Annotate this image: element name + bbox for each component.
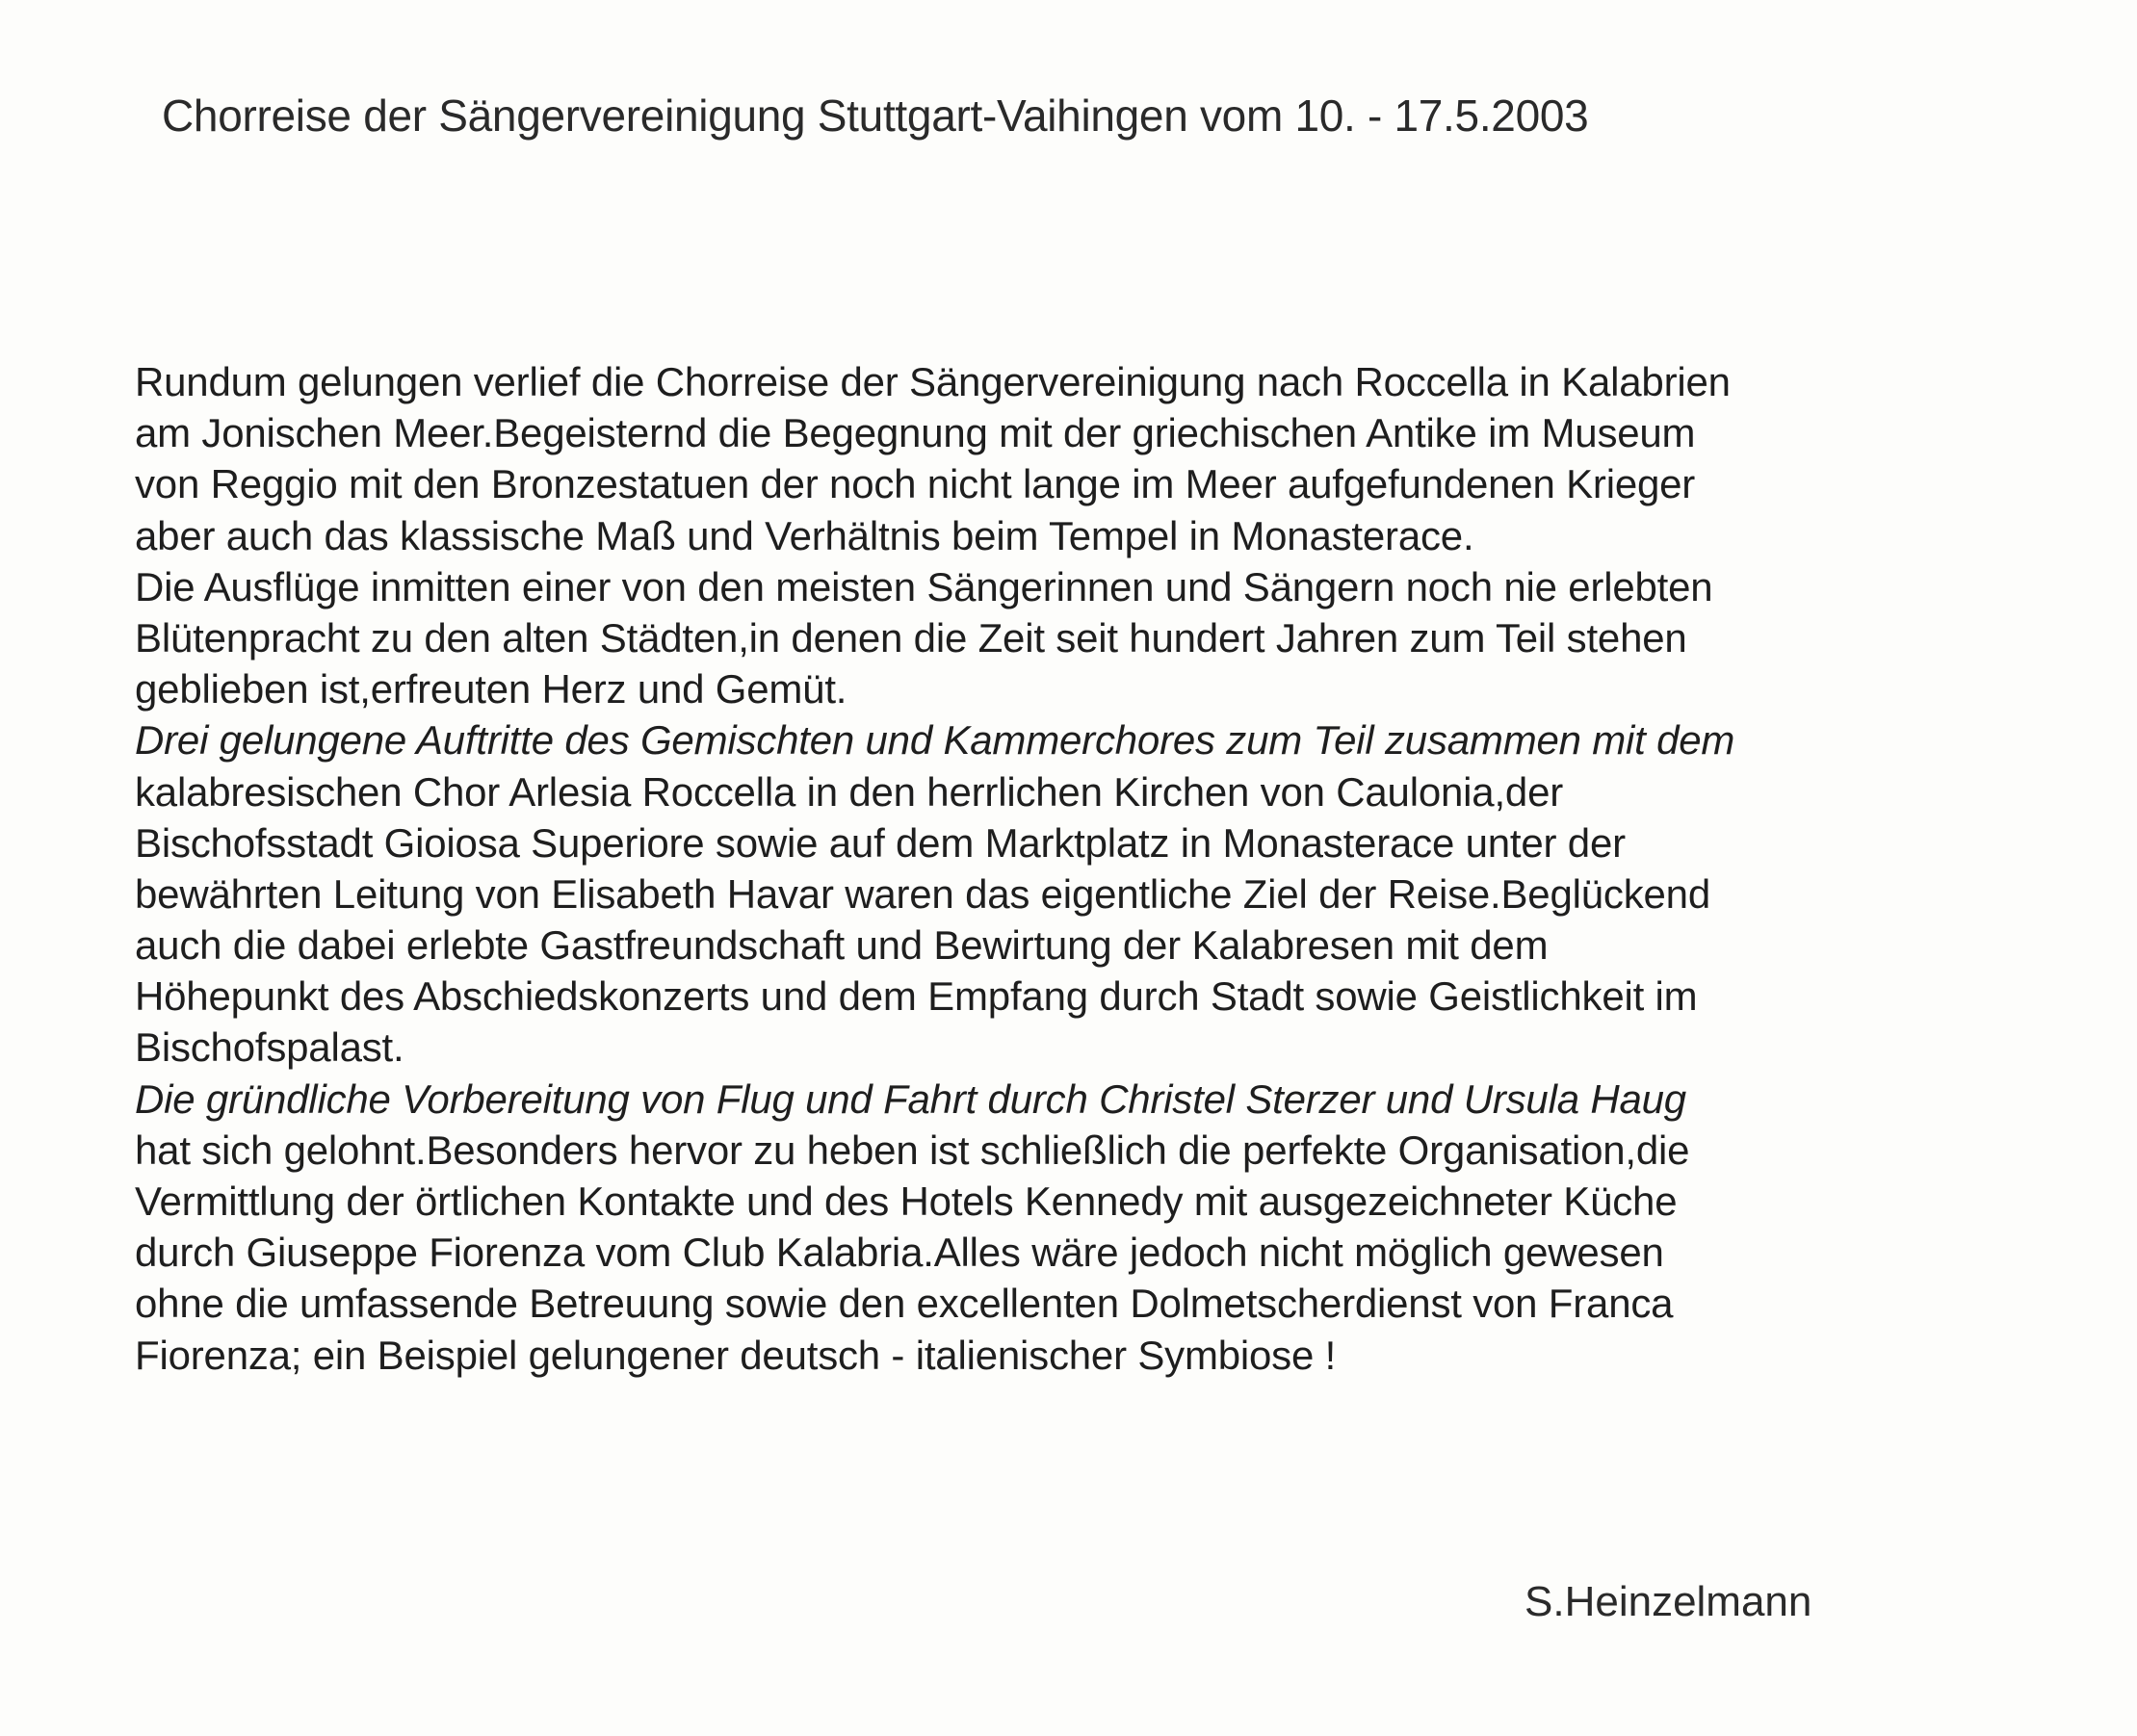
text-line: Blütenpracht zu den alten Städten,in denen die Zeit seit hundert Jahren zum Teil stehen bbox=[135, 614, 1687, 661]
text-line: Die Ausflüge inmitten einer von den meisten Sängerinnen und Sängern noch nie erlebten bbox=[135, 563, 1713, 609]
text-line: ohne die umfassende Betreuung sowie den excellenten Dolmetscherdienst von Franca bbox=[135, 1281, 1674, 1327]
text-line: Die gründliche Vorbereitung von Flug und Fahrt durch Christel Sterzer und Ursula Haug bbox=[135, 1075, 1686, 1122]
body-text bbox=[135, 356, 2080, 1381]
text-line: hat sich gelohnt.Besonders hervor zu heben ist schließlich die perfekte Organisation,die bbox=[135, 1127, 1690, 1173]
text-line: geblieben ist,erfreuten Herz und Gemüt. bbox=[135, 666, 847, 713]
text-line: bewährten Leitung von Elisabeth Havar waren das eigentliche Ziel der Reise.Beglückend bbox=[135, 870, 1710, 917]
text-line: durch Giuseppe Fiorenza vom Club Kalabria.Alles wäre jedoch nicht möglich gewesen bbox=[135, 1230, 1664, 1276]
text-line: auch die dabei erlebte Gastfreundschaft und Bewirtung der Kalabresen mit dem bbox=[135, 922, 1549, 969]
signature: S.Heinzelmann bbox=[1525, 1578, 1812, 1625]
text-line: Fiorenza; ein Beispiel gelungener deutsch - italienischer Symbiose ! bbox=[135, 1332, 1337, 1378]
text-line: Höhepunkt des Abschiedskonzerts und dem Empfang durch Stadt sowie Geistlichkeit im bbox=[135, 973, 1698, 1020]
text-line: Vermittlung der örtlichen Kontakte und des Hotels Kennedy mit ausgezeichneter Küche bbox=[135, 1179, 1678, 1224]
text-line: von Reggio mit den Bronzestatuen der noch nicht lange im Meer aufgefundenen Krieger bbox=[135, 461, 1696, 507]
text-line: aber auch das klassische Maß und Verhältnis beim Tempel in Monasterace. bbox=[135, 512, 1474, 558]
text-line: kalabresischen Chor Arlesia Roccella in den herrlichen Kirchen von Caulonia,der bbox=[135, 768, 1564, 815]
text-line: Bischofspalast. bbox=[135, 1024, 404, 1071]
text-line: Bischofsstadt Gioiosa Superiore sowie auf dem Marktplatz in Monasterace unter der bbox=[135, 819, 1626, 866]
text-line: am Jonischen Meer.Begeisternd die Begegnung mit der griechischen Antike im Museum bbox=[135, 410, 1696, 456]
text-line: Rundum gelungen verlief die Chorreise der Sängervereinigung nach Roccella in Kalabrien bbox=[135, 359, 1731, 404]
page-title: Chorreise der Sängervereinigung Stuttgart-Vaihingen vom 10. - 17.5.2003 bbox=[162, 91, 1589, 141]
text-line: Drei gelungene Auftritte des Gemischten und Kammerchores zum Teil zusammen mit dem bbox=[135, 717, 1735, 764]
